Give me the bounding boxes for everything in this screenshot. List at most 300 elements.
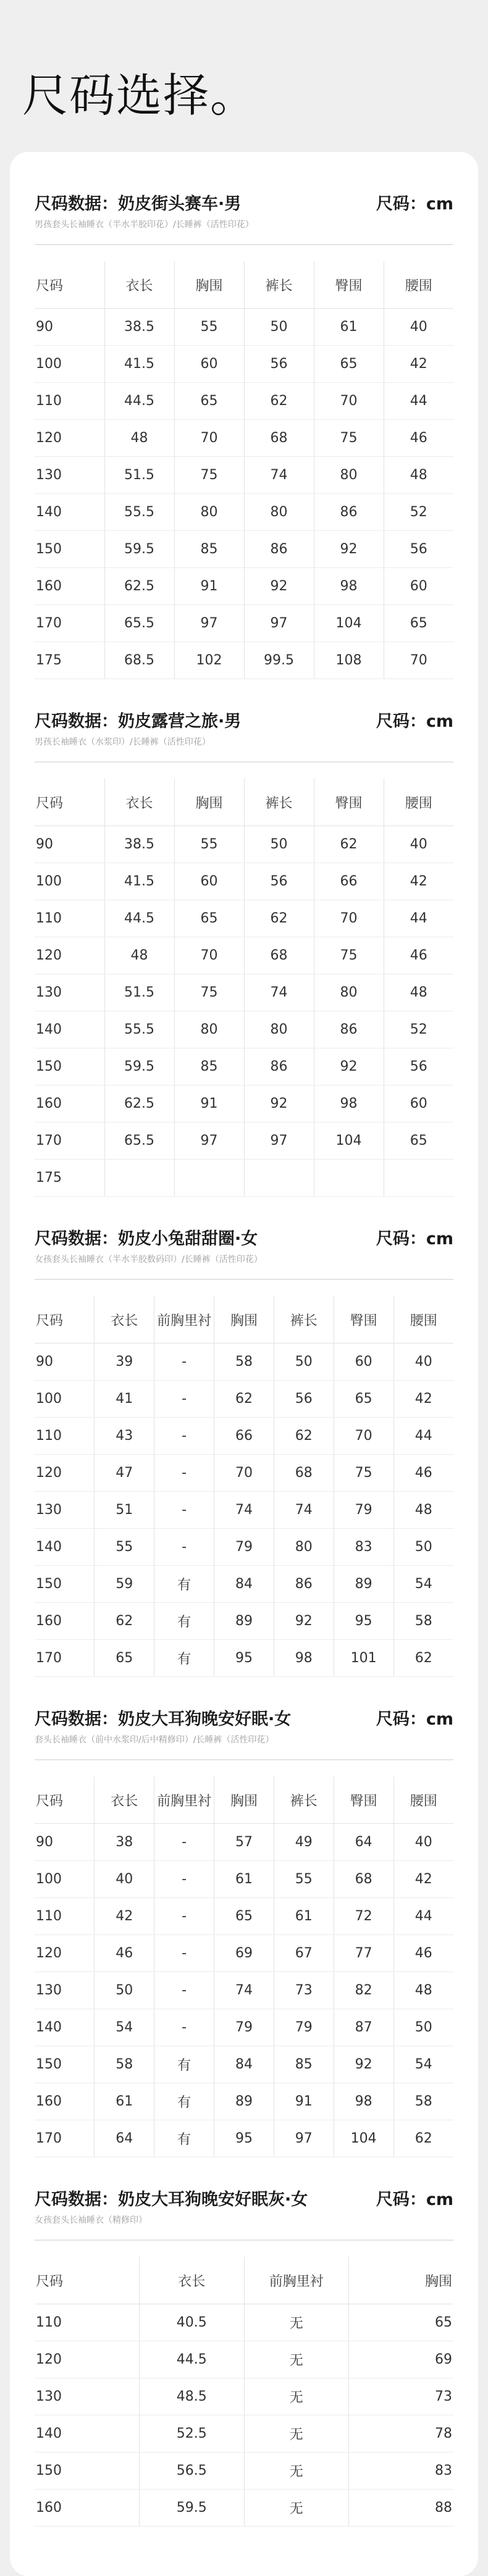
size-cell: 90 [35, 309, 104, 346]
table-cell: 62 [95, 1603, 154, 1640]
table-cell: 50 [244, 826, 314, 863]
size-cell: 170 [35, 2120, 95, 2157]
column-header: 臀围 [314, 261, 384, 309]
column-header: 裤长 [274, 1296, 334, 1344]
table-cell: 79 [334, 1492, 393, 1529]
table-cell: 有 [154, 1566, 214, 1603]
column-header: 胸围 [214, 1776, 274, 1824]
table-cell: 48.5 [140, 2378, 245, 2415]
table-cell: 56 [244, 346, 314, 383]
page-title: 尺码选择。 [22, 69, 257, 122]
table-cell: 无 [244, 2453, 349, 2490]
table-cell: 74 [244, 974, 314, 1011]
table-cell: 68.5 [104, 642, 174, 679]
table-cell: 92 [314, 531, 384, 568]
table-cell: 48 [393, 1972, 453, 2009]
table-cell: 83 [349, 2453, 454, 2490]
table-cell: 74 [244, 457, 314, 494]
table-row [35, 420, 453, 457]
column-header: 尺码 [35, 2257, 140, 2304]
size-cell: 160 [35, 1603, 95, 1640]
table-cell: 57 [214, 1824, 274, 1861]
table-cell: 58 [95, 2046, 154, 2083]
table-cell: 67 [274, 1935, 334, 1972]
size-section [35, 2182, 453, 2527]
table-row [35, 1123, 453, 1160]
table-cell: 40 [393, 1344, 453, 1381]
table-cell: 52.5 [140, 2415, 245, 2453]
size-cell: 140 [35, 2009, 95, 2046]
section-subtitle: 男孩长袖睡衣（水浆印）/长睡裤（活性印花） [35, 735, 453, 763]
section-title: 尺码数据：奶皮小兔甜甜圈·女 [35, 1229, 258, 1248]
table-cell: 92 [334, 2046, 393, 2083]
table-cell [104, 1160, 174, 1197]
table-row [35, 1824, 453, 1861]
table-cell: 52 [384, 494, 453, 531]
size-chart-card [10, 152, 478, 2576]
size-section [35, 186, 453, 679]
size-cell: 160 [35, 1085, 104, 1123]
table-cell: 59 [95, 1566, 154, 1603]
table-cell: 50 [95, 1972, 154, 2009]
table-cell: 60 [334, 1344, 393, 1381]
table-cell: 62 [244, 900, 314, 937]
table-cell: 69 [214, 1935, 274, 1972]
table-row [35, 494, 453, 531]
table-cell [174, 1160, 244, 1197]
table-cell: 68 [274, 1455, 334, 1492]
table-cell: 104 [314, 605, 384, 642]
size-cell: 90 [35, 826, 104, 863]
table-cell: 82 [334, 1972, 393, 2009]
section-subtitle: 套头长袖睡衣（前中水浆印/后中精修印）/长睡裤（活性印花） [35, 1733, 453, 1760]
size-cell: 160 [35, 568, 104, 605]
table-cell: 无 [244, 2341, 349, 2378]
table-cell: 58 [214, 1344, 274, 1381]
table-cell: 42 [393, 1381, 453, 1418]
table-row [35, 1935, 453, 1972]
table-row [35, 568, 453, 605]
table-row [35, 1492, 453, 1529]
table-cell: 62 [274, 1418, 334, 1455]
table-cell: 65 [384, 1123, 453, 1160]
table-cell: 50 [393, 1529, 453, 1566]
table-cell: 42 [393, 1861, 453, 1898]
table-cell: 74 [214, 1492, 274, 1529]
table-cell: 75 [174, 457, 244, 494]
table-row [35, 383, 453, 420]
table-cell: 55.5 [104, 494, 174, 531]
table-row [35, 2083, 453, 2120]
table-cell: 86 [274, 1566, 334, 1603]
table-cell: 65 [314, 346, 384, 383]
size-cell: 130 [35, 457, 104, 494]
column-header: 前胸里衬 [244, 2257, 349, 2304]
table-cell: 56.5 [140, 2453, 245, 2490]
table-cell: 58 [393, 2083, 453, 2120]
table-cell: 无 [244, 2415, 349, 2453]
table-cell: 有 [154, 2083, 214, 2120]
table-cell: 42 [384, 346, 453, 383]
table-row [35, 1566, 453, 1603]
table-row [35, 1011, 453, 1048]
column-header: 前胸里衬 [154, 1296, 214, 1344]
table-cell: 44 [393, 1418, 453, 1455]
table-cell: 91 [274, 2083, 334, 2120]
table-cell: 60 [384, 568, 453, 605]
table-row [35, 605, 453, 642]
table-header-row [35, 2257, 453, 2304]
size-table [35, 261, 453, 679]
table-cell: 65 [349, 2304, 454, 2341]
table-cell: 61 [95, 2083, 154, 2120]
size-cell: 150 [35, 1048, 104, 1085]
table-cell: - [154, 1861, 214, 1898]
table-cell: - [154, 1344, 214, 1381]
size-cell: 170 [35, 1123, 104, 1160]
table-row [35, 863, 453, 900]
section-title: 尺码数据：奶皮大耳狗晚安好眠灰·女 [35, 2190, 308, 2209]
page-header [0, 0, 488, 152]
table-cell: 73 [349, 2378, 454, 2415]
table-cell: 44.5 [104, 383, 174, 420]
size-cell: 100 [35, 1861, 95, 1898]
table-cell: 65 [174, 383, 244, 420]
column-header: 臀围 [314, 779, 384, 826]
size-section [35, 1221, 453, 1677]
column-header: 腰围 [384, 261, 453, 309]
size-cell: 110 [35, 1418, 95, 1455]
table-cell: 72 [334, 1898, 393, 1935]
size-cell: 100 [35, 346, 104, 383]
table-cell: 46 [393, 1935, 453, 1972]
table-cell: 56 [244, 863, 314, 900]
table-cell: 104 [314, 1123, 384, 1160]
table-cell: 80 [174, 494, 244, 531]
table-cell: 50 [244, 309, 314, 346]
table-cell: 86 [244, 531, 314, 568]
table-cell [384, 1160, 453, 1197]
table-row [35, 1972, 453, 2009]
size-cell: 170 [35, 605, 104, 642]
table-cell: 58 [393, 1603, 453, 1640]
table-cell: 97 [174, 1123, 244, 1160]
table-cell: 61 [314, 309, 384, 346]
table-cell: 88 [349, 2490, 454, 2527]
table-row [35, 2490, 453, 2527]
table-cell: - [154, 1381, 214, 1418]
section-subtitle: 女孩套头长袖睡衣（半水半胶数码印）/长睡裤（活性印花） [35, 1253, 453, 1280]
table-row [35, 2009, 453, 2046]
table-cell: 86 [314, 494, 384, 531]
table-cell: 56 [274, 1381, 334, 1418]
column-header: 胸围 [214, 1296, 274, 1344]
table-cell: 91 [174, 1085, 244, 1123]
table-cell: 61 [274, 1898, 334, 1935]
table-cell: 59.5 [104, 531, 174, 568]
table-cell: 42 [384, 863, 453, 900]
table-cell: 92 [244, 568, 314, 605]
table-cell: 40 [384, 826, 453, 863]
table-cell: 46 [393, 1455, 453, 1492]
section-header [35, 1221, 453, 1249]
size-cell: 130 [35, 1492, 95, 1529]
table-cell: 44 [393, 1898, 453, 1935]
table-cell: 55 [174, 826, 244, 863]
table-cell: 98 [314, 1085, 384, 1123]
table-cell: 65 [174, 900, 244, 937]
table-cell: 75 [314, 937, 384, 974]
table-cell: 75 [314, 420, 384, 457]
table-cell: 104 [334, 2120, 393, 2157]
table-cell: 70 [314, 900, 384, 937]
section-header [35, 1702, 453, 1729]
table-cell: 62.5 [104, 568, 174, 605]
table-cell: 55 [95, 1529, 154, 1566]
table-cell: 60 [174, 863, 244, 900]
section-title: 尺码数据：奶皮街头赛车·男 [35, 194, 242, 214]
size-cell: 130 [35, 2378, 140, 2415]
table-cell: 54 [393, 1566, 453, 1603]
table-cell: 59.5 [104, 1048, 174, 1085]
section-subtitle: 男孩套头长袖睡衣（半水半胶印花）/长睡裤（活性印花） [35, 218, 453, 245]
table-cell: 84 [214, 1566, 274, 1603]
table-cell: 44 [384, 900, 453, 937]
table-cell: 70 [384, 642, 453, 679]
table-cell: 47 [95, 1455, 154, 1492]
column-header: 胸围 [349, 2257, 454, 2304]
table-cell: 56 [384, 531, 453, 568]
section-unit: 尺码：cm [376, 2190, 453, 2209]
table-row [35, 900, 453, 937]
table-cell: 有 [154, 2046, 214, 2083]
table-cell: 43 [95, 1418, 154, 1455]
table-cell: 41.5 [104, 346, 174, 383]
section-title: 尺码数据：奶皮大耳狗晚安好眠·女 [35, 1710, 292, 1729]
table-row [35, 1344, 453, 1381]
table-cell: 95 [214, 1640, 274, 1677]
table-cell: 73 [274, 1972, 334, 2009]
table-cell: 46 [95, 1935, 154, 1972]
table-cell: 48 [384, 457, 453, 494]
table-cell: 66 [314, 863, 384, 900]
size-cell: 150 [35, 531, 104, 568]
table-cell: 98 [274, 1640, 334, 1677]
table-row [35, 1529, 453, 1566]
table-cell: 97 [244, 1123, 314, 1160]
table-row [35, 1381, 453, 1418]
table-cell: 55 [274, 1861, 334, 1898]
size-cell: 150 [35, 2046, 95, 2083]
table-cell: 51 [95, 1492, 154, 1529]
table-header-row [35, 1296, 453, 1344]
table-cell: 98 [314, 568, 384, 605]
table-cell: 48 [384, 974, 453, 1011]
table-cell: 92 [314, 1048, 384, 1085]
table-cell: 78 [349, 2415, 454, 2453]
table-cell: 有 [154, 2120, 214, 2157]
size-cell: 140 [35, 1529, 95, 1566]
column-header: 衣长 [95, 1776, 154, 1824]
table-cell: 62 [244, 383, 314, 420]
table-cell: 70 [334, 1418, 393, 1455]
table-cell: 86 [314, 1011, 384, 1048]
size-cell: 100 [35, 1381, 95, 1418]
table-cell: 38.5 [104, 826, 174, 863]
size-table [35, 779, 453, 1197]
table-cell: 46 [384, 420, 453, 457]
table-cell: 69 [349, 2341, 454, 2378]
column-header: 前胸里衬 [154, 1776, 214, 1824]
table-cell: 85 [174, 531, 244, 568]
column-header: 腰围 [393, 1296, 453, 1344]
table-row [35, 2120, 453, 2157]
column-header: 腰围 [384, 779, 453, 826]
column-header: 尺码 [35, 1776, 95, 1824]
table-row [35, 1861, 453, 1898]
table-cell: 54 [95, 2009, 154, 2046]
table-cell: 70 [174, 937, 244, 974]
table-cell: 77 [334, 1935, 393, 1972]
table-cell: 87 [334, 2009, 393, 2046]
table-cell: 65 [214, 1898, 274, 1935]
table-cell: 79 [214, 1529, 274, 1566]
table-cell: 65 [384, 605, 453, 642]
table-cell: 44 [384, 383, 453, 420]
size-cell: 90 [35, 1344, 95, 1381]
size-cell: 120 [35, 2341, 140, 2378]
table-cell: 97 [244, 605, 314, 642]
column-header: 尺码 [35, 779, 104, 826]
size-section [35, 704, 453, 1197]
table-cell: 80 [314, 457, 384, 494]
table-cell: 86 [244, 1048, 314, 1085]
column-header: 裤长 [274, 1776, 334, 1824]
table-cell: 99.5 [244, 642, 314, 679]
table-cell: 80 [274, 1529, 334, 1566]
table-cell: 44.5 [140, 2341, 245, 2378]
table-cell: 48 [104, 420, 174, 457]
table-cell: - [154, 1898, 214, 1935]
table-cell: 70 [314, 383, 384, 420]
table-cell: 95 [334, 1603, 393, 1640]
column-header: 衣长 [104, 779, 174, 826]
table-cell: 91 [174, 568, 244, 605]
table-cell: 62 [314, 826, 384, 863]
table-cell: 39 [95, 1344, 154, 1381]
table-cell: 74 [214, 1972, 274, 2009]
table-cell: 40 [384, 309, 453, 346]
table-cell: 无 [244, 2378, 349, 2415]
column-header: 尺码 [35, 1296, 95, 1344]
table-cell: 52 [384, 1011, 453, 1048]
table-cell: 有 [154, 1603, 214, 1640]
size-cell: 90 [35, 1824, 95, 1861]
table-cell: 102 [174, 642, 244, 679]
table-row [35, 1418, 453, 1455]
column-header: 腰围 [393, 1776, 453, 1824]
table-cell: 40 [95, 1861, 154, 1898]
table-cell: 84 [214, 2046, 274, 2083]
table-cell: - [154, 1418, 214, 1455]
table-cell: 80 [244, 1011, 314, 1048]
table-cell: 55 [174, 309, 244, 346]
table-row [35, 1640, 453, 1677]
table-cell: 70 [174, 420, 244, 457]
table-cell: 46 [384, 937, 453, 974]
table-cell: 62 [214, 1381, 274, 1418]
table-cell: 40 [393, 1824, 453, 1861]
table-row [35, 1160, 453, 1197]
table-cell: - [154, 1972, 214, 2009]
size-cell: 160 [35, 2490, 140, 2527]
table-row [35, 1898, 453, 1935]
table-cell: 50 [393, 2009, 453, 2046]
section-unit: 尺码：cm [376, 1229, 453, 1248]
table-cell: 59.5 [140, 2490, 245, 2527]
table-cell: 75 [334, 1455, 393, 1492]
table-cell: - [154, 1455, 214, 1492]
table-cell: 89 [214, 2083, 274, 2120]
size-cell: 140 [35, 1011, 104, 1048]
table-cell: 64 [95, 2120, 154, 2157]
section-unit: 尺码：cm [376, 712, 453, 731]
size-cell: 175 [35, 642, 104, 679]
size-cell: 120 [35, 1935, 95, 1972]
table-row [35, 2378, 453, 2415]
table-row [35, 2304, 453, 2341]
table-cell: 41 [95, 1381, 154, 1418]
column-header: 衣长 [140, 2257, 245, 2304]
table-cell: 68 [334, 1861, 393, 1898]
table-header-row [35, 261, 453, 309]
table-cell: 62 [393, 2120, 453, 2157]
table-cell: 83 [334, 1529, 393, 1566]
table-row [35, 1085, 453, 1123]
table-cell: 92 [274, 1603, 334, 1640]
table-row [35, 1603, 453, 1640]
section-title: 尺码数据：奶皮露营之旅·男 [35, 712, 242, 731]
section-unit: 尺码：cm [376, 1710, 453, 1729]
table-cell: 74 [274, 1492, 334, 1529]
table-cell: 97 [174, 605, 244, 642]
table-cell: 80 [174, 1011, 244, 1048]
table-cell: 40.5 [140, 2304, 245, 2341]
table-cell: 70 [214, 1455, 274, 1492]
table-row [35, 1455, 453, 1492]
table-cell: 60 [174, 346, 244, 383]
table-cell: 65.5 [104, 605, 174, 642]
table-row [35, 937, 453, 974]
table-cell: 56 [384, 1048, 453, 1085]
table-cell: - [154, 1492, 214, 1529]
size-table [35, 1776, 453, 2157]
table-cell: 38 [95, 1824, 154, 1861]
column-header: 臀围 [334, 1296, 393, 1344]
table-cell: 68 [244, 420, 314, 457]
table-row [35, 346, 453, 383]
table-row [35, 1048, 453, 1085]
table-cell: - [154, 1935, 214, 1972]
column-header: 衣长 [95, 1296, 154, 1344]
table-cell: 79 [214, 2009, 274, 2046]
table-cell: 95 [214, 2120, 274, 2157]
table-cell: 108 [314, 642, 384, 679]
table-cell: 62 [393, 1640, 453, 1677]
size-cell: 120 [35, 1455, 95, 1492]
table-cell: 101 [334, 1640, 393, 1677]
table-cell: 60 [384, 1085, 453, 1123]
